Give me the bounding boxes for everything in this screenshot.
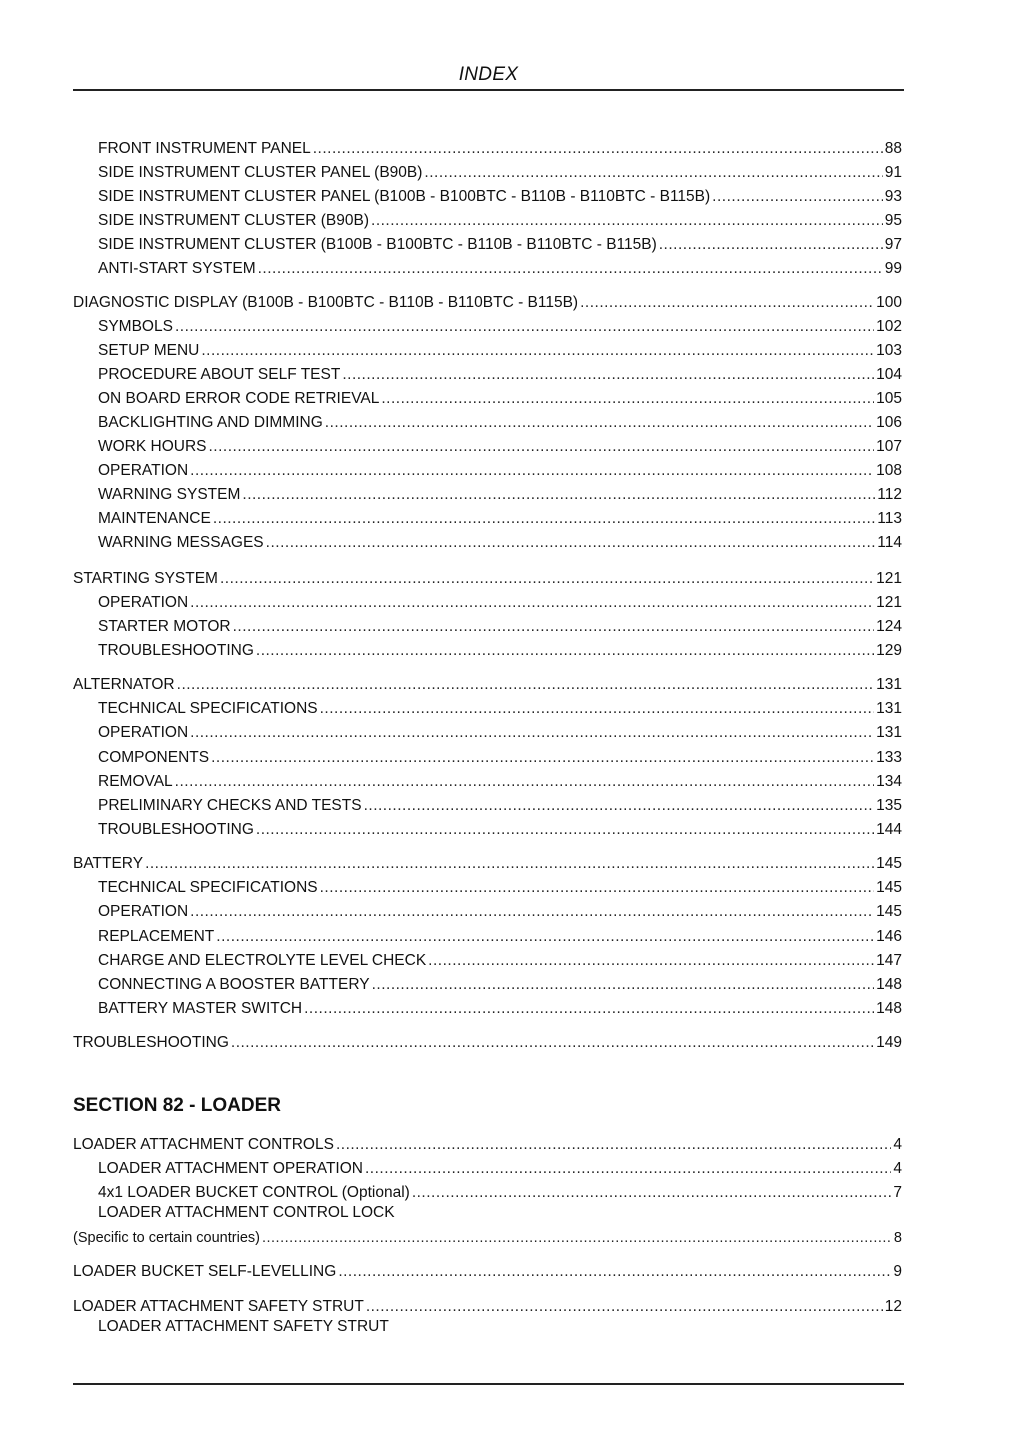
toc-chapter-entry[interactable] [73, 1030, 902, 1052]
dot-leader [175, 773, 874, 791]
toc-entry-page: 145 [876, 855, 902, 872]
toc-entry-page: 7 [893, 1184, 902, 1201]
dot-leader [712, 188, 883, 206]
toc-entry-label: FRONT INSTRUMENT PANEL [98, 140, 311, 157]
dot-leader [338, 1263, 891, 1281]
toc-entry-continuation[interactable] [73, 1225, 902, 1247]
toc-entry-label: PRELIMINARY CHECKS AND TESTS [98, 797, 362, 814]
toc-chapter-entry[interactable] [73, 851, 902, 873]
toc-entry[interactable] [98, 793, 902, 815]
toc-entry-label: REMOVAL [98, 773, 173, 790]
dot-leader [320, 879, 875, 897]
dot-leader [381, 390, 874, 408]
toc-entry-page: 147 [876, 952, 902, 969]
toc-entry-page: 121 [876, 570, 902, 587]
toc-entry-label: SIDE INSTRUMENT CLUSTER PANEL (B100B - B100BTC - B110B - B110BTC - B115B) [98, 188, 711, 205]
dot-leader [242, 486, 875, 504]
toc-entry-page: 106 [876, 414, 902, 431]
page-header-title: INDEX [458, 64, 519, 85]
toc-entry-label: WARNING MESSAGES [98, 534, 264, 551]
dot-leader [313, 140, 883, 158]
toc-entry-label: TROUBLESHOOTING [73, 1034, 229, 1051]
toc-entry-page: 121 [876, 594, 902, 611]
toc-entry-label: REPLACEMENT [98, 928, 215, 945]
toc-entry-page: 148 [876, 976, 902, 993]
toc-entry[interactable] [98, 232, 902, 254]
toc-entry[interactable] [98, 458, 902, 480]
dot-leader [320, 700, 875, 718]
section-title: SECTION 82 - LOADER [73, 1095, 281, 1116]
toc-entry-label: SIDE INSTRUMENT CLUSTER (B100B - B100BTC - B110B - B110BTC - B115B) [98, 236, 657, 253]
dot-leader [266, 534, 876, 552]
toc-entry-page: 100 [876, 294, 902, 311]
toc-entry-page: 145 [876, 903, 902, 920]
toc-entry-page: 135 [876, 797, 902, 814]
dot-leader [175, 318, 874, 336]
toc-entry[interactable] [98, 1180, 902, 1202]
toc-entry-label: SETUP MENU [98, 342, 200, 359]
dot-leader [364, 797, 875, 815]
toc-chapter-entry[interactable] [73, 1132, 902, 1154]
toc-entry-label: LOADER ATTACHMENT CONTROLS [73, 1136, 334, 1153]
toc-entry[interactable] [98, 924, 902, 946]
footer-divider [73, 1383, 904, 1385]
dot-leader [231, 1034, 874, 1052]
toc-entry[interactable] [98, 817, 902, 839]
toc-entry-label: LOADER BUCKET SELF-LEVELLING [73, 1263, 337, 1280]
toc-entry-label: SIDE INSTRUMENT CLUSTER PANEL (B90B) [98, 164, 423, 181]
dot-leader [659, 236, 883, 254]
toc-entry[interactable] [98, 875, 902, 897]
toc-entry[interactable] [98, 1204, 902, 1226]
toc-entry-page: 103 [876, 342, 902, 359]
toc-entry-page: 133 [876, 749, 902, 766]
toc-entry-page: 4 [893, 1160, 902, 1177]
toc-entry-label: BATTERY [73, 855, 144, 872]
dot-leader [209, 438, 875, 456]
dot-leader [211, 749, 874, 767]
toc-chapter-entry[interactable] [73, 290, 902, 312]
toc-entry-label: LOADER ATTACHMENT SAFETY STRUT [98, 1318, 389, 1335]
toc-entry[interactable] [98, 434, 902, 456]
toc-entry[interactable] [98, 208, 902, 230]
dot-leader [412, 1184, 892, 1202]
dot-leader [201, 342, 874, 360]
dot-leader [580, 294, 874, 312]
toc-entry-label: WARNING SYSTEM [98, 486, 241, 503]
toc-entry[interactable] [98, 314, 902, 336]
toc-entry-label: TROUBLESHOOTING [98, 821, 254, 838]
dot-leader [371, 212, 883, 230]
toc-entry-page: 131 [876, 676, 902, 693]
toc-entry-label: STARTING SYSTEM [73, 570, 218, 587]
dot-leader [325, 414, 874, 432]
toc-entry[interactable] [98, 530, 902, 552]
toc-entry-page: 112 [877, 486, 902, 503]
dot-leader [256, 821, 874, 839]
dot-leader [256, 642, 874, 660]
toc-entry-label: ALTERNATOR [73, 676, 175, 693]
toc-entry-label: BATTERY MASTER SWITCH [98, 1000, 303, 1017]
toc-entry[interactable] [98, 696, 902, 718]
toc-entry-page: 149 [876, 1034, 902, 1051]
dot-leader [342, 366, 874, 384]
dot-leader [190, 903, 874, 921]
toc-entry-page: 99 [884, 260, 902, 277]
toc-entry-page: 107 [876, 438, 902, 455]
toc-entry[interactable] [98, 948, 902, 970]
toc-entry-page: 4 [893, 1136, 902, 1153]
toc-entry-label: LOADER ATTACHMENT CONTROL LOCK [98, 1204, 395, 1221]
toc-entry-label: PROCEDURE ABOUT SELF TEST [98, 366, 341, 383]
toc-entry-label: TECHNICAL SPECIFICATIONS [98, 879, 318, 896]
toc-entry[interactable] [98, 1156, 902, 1178]
toc-entry-label: ON BOARD ERROR CODE RETRIEVAL [98, 390, 380, 407]
dot-leader [190, 594, 874, 612]
dot-leader [258, 260, 883, 278]
toc-entry[interactable] [98, 745, 902, 767]
toc-entry-page: 124 [876, 618, 902, 635]
toc-entry-label: OPERATION [98, 462, 189, 479]
toc-entry[interactable] [98, 506, 902, 528]
toc-entry-page: 93 [884, 188, 902, 205]
dot-leader [372, 976, 875, 994]
toc-entry[interactable] [98, 996, 902, 1018]
toc-entry-page: 134 [876, 773, 902, 790]
toc-entry[interactable] [98, 482, 902, 504]
toc-entry-page: 131 [876, 724, 902, 741]
toc-entry-page: 129 [876, 642, 902, 659]
dot-leader [190, 724, 874, 742]
toc-entry-label: MAINTENANCE [98, 510, 211, 527]
toc-entry-label: TROUBLESHOOTING [98, 642, 254, 659]
toc-entry-label: LOADER ATTACHMENT OPERATION [98, 1160, 363, 1177]
toc-entry-label: SYMBOLS [98, 318, 173, 335]
dot-leader [177, 676, 874, 694]
toc-entry-page: 146 [876, 928, 902, 945]
dot-leader [233, 618, 875, 636]
toc-entry-page: 108 [876, 462, 902, 479]
toc-entry-label: BACKLIGHTING AND DIMMING [98, 414, 323, 431]
toc-entry-page: 91 [884, 164, 902, 181]
toc-entry-page: 148 [876, 1000, 902, 1017]
dot-leader [365, 1160, 891, 1178]
dot-leader [428, 952, 874, 970]
toc-entry-page: 131 [876, 700, 902, 717]
toc-entry-page: 95 [884, 212, 902, 229]
toc-entry[interactable] [98, 160, 902, 182]
toc-chapter-entry[interactable] [73, 672, 902, 694]
toc-entry-label: COMPONENTS [98, 749, 210, 766]
toc-entry[interactable] [98, 338, 902, 360]
toc-entry-label: CHARGE AND ELECTROLYTE LEVEL CHECK [98, 952, 427, 969]
toc-chapter-entry[interactable] [73, 1259, 902, 1281]
header-divider [73, 89, 904, 91]
toc-entry-page: 8 [893, 1230, 902, 1246]
toc-entry-page: 88 [884, 140, 902, 157]
toc-entry-label: ANTI-START SYSTEM [98, 260, 256, 277]
dot-leader [213, 510, 875, 528]
toc-entry-page: 9 [893, 1263, 902, 1280]
toc-entry-page: 144 [876, 821, 902, 838]
toc-entry-page: 145 [876, 879, 902, 896]
toc-entry-page: 104 [876, 366, 902, 383]
toc-entry-page: 113 [877, 510, 902, 527]
toc-entry-page: 12 [884, 1298, 902, 1315]
toc-entry[interactable] [98, 638, 902, 660]
toc-entry[interactable] [98, 362, 902, 384]
toc-entry-label: OPERATION [98, 724, 189, 741]
toc-entry-label: CONNECTING A BOOSTER BATTERY [98, 976, 370, 993]
toc-entry[interactable] [98, 256, 902, 278]
toc-entry-page: 97 [884, 236, 902, 253]
toc-entry[interactable] [98, 614, 902, 636]
toc-entry[interactable] [98, 136, 902, 158]
dot-leader [336, 1136, 891, 1154]
toc-entry-label: 4x1 LOADER BUCKET CONTROL (Optional) [98, 1184, 410, 1201]
toc-entry[interactable] [98, 590, 902, 612]
toc-entry-label: LOADER ATTACHMENT SAFETY STRUT [73, 1298, 364, 1315]
toc-entry[interactable] [98, 410, 902, 432]
dot-leader [220, 570, 874, 588]
toc-entry[interactable] [98, 184, 902, 206]
toc-entry[interactable] [98, 972, 902, 994]
toc-chapter-entry[interactable] [73, 1294, 902, 1316]
toc-entry[interactable] [98, 769, 902, 791]
dot-leader [304, 1000, 874, 1018]
dot-leader [216, 928, 874, 946]
toc-entry[interactable] [98, 720, 902, 742]
toc-entry[interactable] [98, 386, 902, 408]
toc-entry-label: WORK HOURS [98, 438, 207, 455]
toc-entry-page: 102 [876, 318, 902, 335]
toc-entry-page: 105 [876, 390, 902, 407]
toc-entry-label: DIAGNOSTIC DISPLAY (B100B - B100BTC - B110B - B110BTC - B115B) [73, 294, 579, 311]
dot-leader [366, 1298, 883, 1316]
toc-entry[interactable] [98, 899, 902, 921]
dot-leader [190, 462, 874, 480]
toc-entry-label: STARTER MOTOR [98, 618, 231, 635]
toc-entry-page: 114 [877, 534, 902, 551]
toc-entry-label: OPERATION [98, 903, 189, 920]
toc-entry-label: TECHNICAL SPECIFICATIONS [98, 700, 318, 717]
dot-leader [424, 164, 882, 182]
toc-entry[interactable] [98, 1318, 902, 1340]
toc-entry-label: (Specific to certain countries) [73, 1230, 260, 1246]
dot-leader [145, 855, 874, 873]
toc-chapter-entry[interactable] [73, 566, 902, 588]
toc-entry-label: SIDE INSTRUMENT CLUSTER (B90B) [98, 212, 370, 229]
toc-entry-label: OPERATION [98, 594, 189, 611]
dot-leader [262, 1229, 892, 1247]
